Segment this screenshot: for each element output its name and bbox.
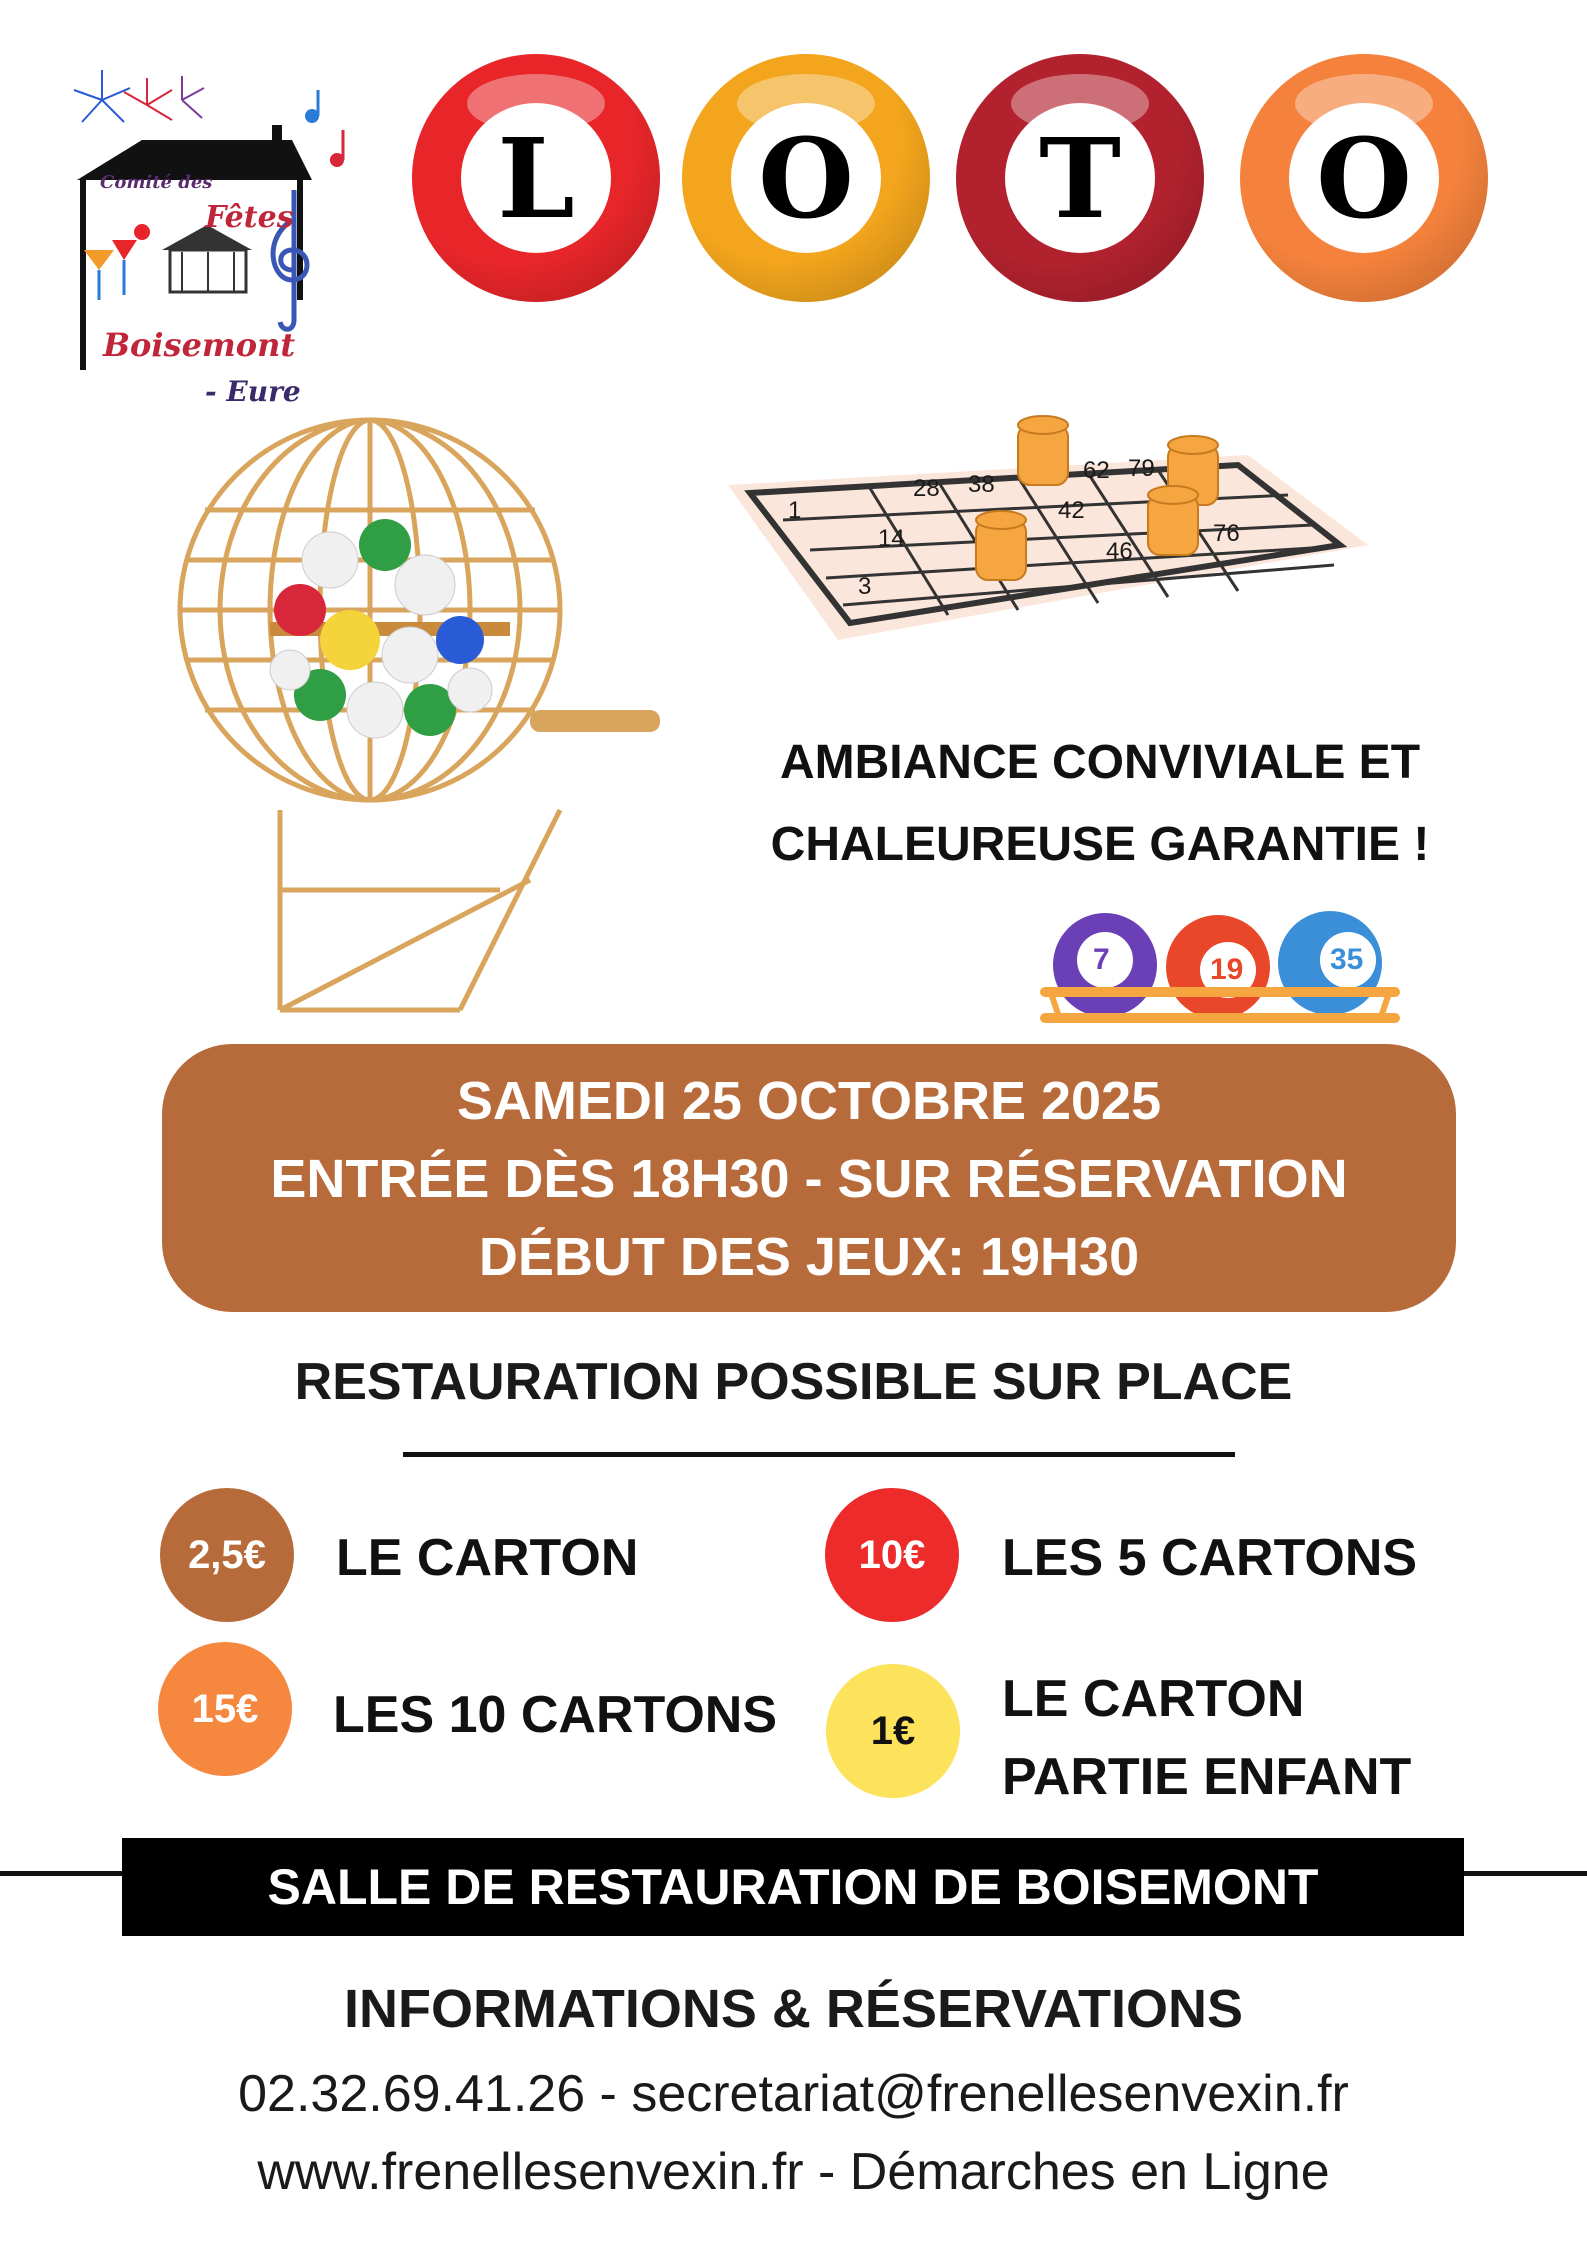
logo-line4: - Eure	[205, 375, 301, 408]
price-label: LE CARTON	[336, 1529, 639, 1587]
price-label-line2: PARTIE ENFANT	[1002, 1748, 1412, 1806]
price-label: LES 10 CARTONS	[333, 1686, 778, 1744]
card-number: 76	[1213, 520, 1240, 547]
title-ball-l	[412, 54, 660, 302]
title-letter: O	[1289, 103, 1439, 253]
card-number: 14	[878, 525, 905, 552]
ball-tray-illustration	[1030, 905, 1410, 1035]
bingo-card-illustration	[728, 415, 1368, 645]
event-date: SAMEDI 25 OCTOBRE 2025	[456, 1071, 1162, 1131]
title-ball-o2	[1240, 54, 1488, 302]
logo-line3: Boisemont	[103, 326, 296, 364]
price-badge: 10€	[825, 1488, 959, 1622]
event-start: DÉBUT DES JEUX: 19H30	[478, 1227, 1140, 1287]
card-number: 62	[1083, 457, 1110, 484]
card-number: 28	[913, 475, 940, 502]
venue-banner: SALLE DE RESTAURATION DE BOISEMONT	[122, 1838, 1464, 1936]
tray-ball-number: 19	[1210, 953, 1244, 986]
event-entry: ENTRÉE DÈS 18H30 - SUR RÉSERVATION	[270, 1149, 1348, 1209]
price-badge: 15€	[158, 1642, 292, 1776]
logo-line2: Fêtes	[205, 200, 294, 235]
info-heading: INFORMATIONS & RÉSERVATIONS	[343, 1979, 1244, 2039]
card-number: 42	[1058, 497, 1085, 524]
tray-ball-number: 7	[1093, 943, 1110, 976]
title-ball-t	[956, 54, 1204, 302]
price-badge: 2,5€	[160, 1488, 294, 1622]
title-letter: O	[731, 103, 881, 253]
card-number: 79	[1128, 455, 1155, 482]
title-letter: L	[461, 103, 611, 253]
contact-website: www.frenellesenvexin.fr - Démarches en Ligne	[257, 2143, 1330, 2201]
ambiance-text	[700, 722, 1500, 886]
divider	[403, 1452, 1235, 1457]
bingo-cage-illustration	[170, 410, 670, 1030]
contact-phone-email: 02.32.69.41.26 - secretariat@frenellesenvexin.fr	[238, 2065, 1349, 2123]
card-number: 1	[788, 497, 802, 524]
title-letter: T	[1005, 103, 1155, 253]
price-badge: 1€	[826, 1664, 960, 1798]
card-number: 46	[1106, 538, 1133, 565]
ambiance-line1: AMBIANCE CONVIVIALE ET	[779, 736, 1421, 789]
restauration-heading: RESTAURATION POSSIBLE SUR PLACE	[294, 1353, 1293, 1411]
card-number: 3	[858, 573, 872, 600]
price-label: LES 5 CARTONS	[1002, 1529, 1418, 1587]
logo-line1: Comité des	[100, 172, 213, 193]
price-label	[1002, 1660, 1411, 1816]
ambiance-line2: CHALEUREUSE GARANTIE !	[770, 818, 1430, 871]
title-ball-o	[682, 54, 930, 302]
event-details-box	[162, 1044, 1456, 1312]
tray-ball-number: 35	[1330, 943, 1364, 976]
card-number: 38	[968, 471, 995, 498]
price-label-line1: LE CARTON	[1002, 1670, 1305, 1728]
